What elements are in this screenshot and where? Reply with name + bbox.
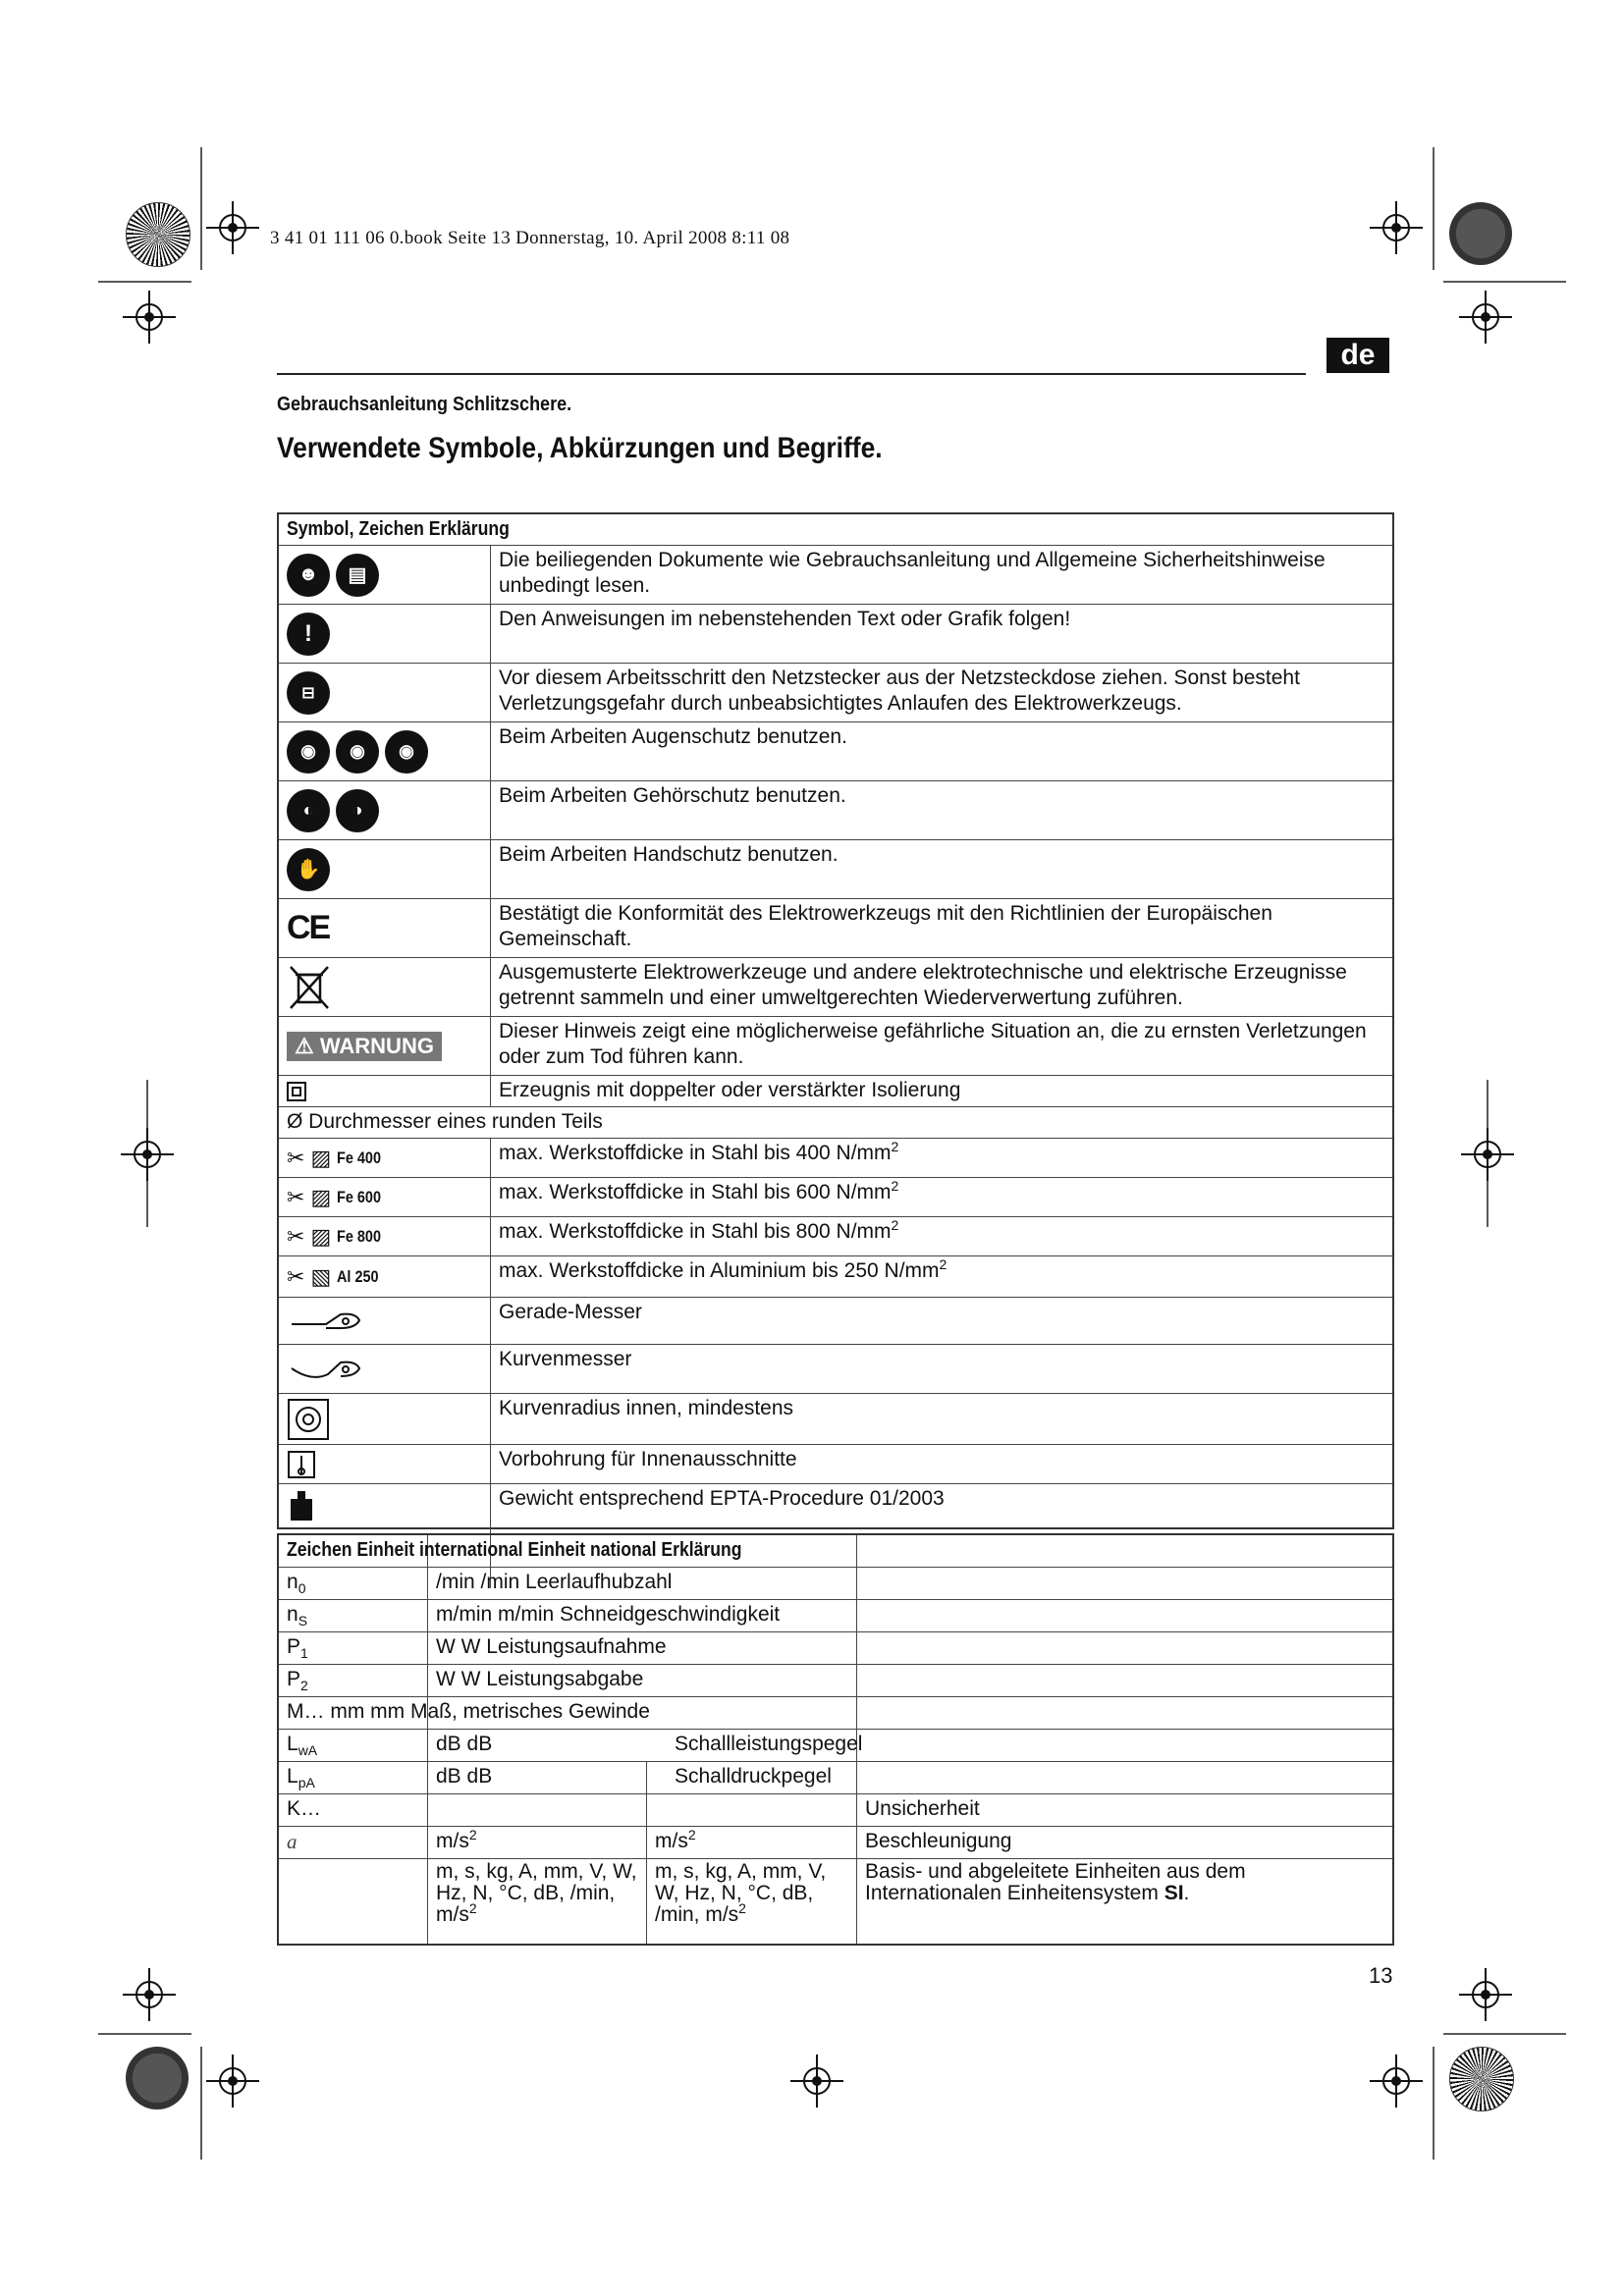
symbols-table — [277, 512, 1394, 1529]
table-row: Ausgemusterte Elektrowerkzeuge und andere elektrotechnische und elektrische Erzeugnisse getrennt sammeln und einer umweltgerechten Wiederverwertung zuführen. — [279, 958, 1392, 1017]
aluminium-thickness-icon: ✂ ▧ Al 250 — [287, 1263, 379, 1289]
warning-label: ⚠ WARNUNG — [287, 1017, 442, 1075]
weight-icon — [287, 1484, 316, 1527]
exclamation-icon: ! — [287, 605, 330, 663]
table-row: K… Unsicherheit — [279, 1794, 1392, 1827]
eye-protection-icon: ◉ ◉ ◉ — [287, 722, 428, 780]
table-row: m, s, kg, A, mm, V, W, Hz, N, °C, dB, /min, $m/s^2$ m, s, kg, A, mm, V, W, Hz, N, °C, dB, /min, $m/s^2$ Basis- und abgeleitete Einheiten aus dem Internationalen Einheitensystem SI. — [436, 1860, 1246, 1926]
material-row: ✂ ▨ Fe 800 max. Werkstoffdicke in Stahl bis 800 $N/mm^2$ — [279, 1217, 1392, 1256]
table-header: Zeichen Einheit international Einheit national Erklärung — [279, 1535, 1392, 1568]
table-row: Gerade-Messer — [279, 1298, 1392, 1345]
steel-thickness-icon: ✂ ▨ Fe 800 — [287, 1223, 382, 1249]
page-number: 13 — [1369, 1963, 1393, 1988]
material-row: ✂ ▨ Fe 400 max. Werkstoffdicke in Stahl bis 400 $N/mm^2$ — [279, 1139, 1392, 1178]
table-row: $P_2$ W W Leistungsabgabe — [279, 1665, 1392, 1697]
table-row: Kurvenradius innen, mindestens — [279, 1394, 1392, 1445]
table-row: ✋ Beim Arbeiten Handschutz benutzen. — [279, 840, 1392, 899]
table-row: Kurvenmesser — [279, 1345, 1392, 1394]
page-title: Verwendete Symbole, Abkürzungen und Begriffe. — [277, 432, 883, 464]
ear-protection-icon: ◐ ◑ — [287, 781, 379, 839]
table-row: ◐ ◑ Beim Arbeiten Gehörschutz benutzen. — [279, 781, 1392, 840]
print-job-line: 3 41 01 111 06 0.book Seite 13 Donnerstag, 10. April 2008 8:11 08 — [270, 228, 790, 248]
curved-blade-icon — [287, 1345, 365, 1393]
read-manual-icon: ☻ ▤ — [287, 546, 379, 604]
table-row: Gewicht entsprechend EPTA-Procedure 01/2003 — [279, 1484, 1392, 1527]
table-row: Ø Durchmesser eines runden Teils — [279, 1107, 1392, 1139]
steel-thickness-icon: ✂ ▨ Fe 600 — [287, 1184, 382, 1209]
table-row: ⊟ Vor diesem Arbeitsschritt den Netzstecker aus der Netzsteckdose ziehen. Sonst besteht Verletzungsgefahr durch unbeabsichtigtes Anlaufen des Elektrowerkzeugs. — [279, 664, 1392, 722]
ce-mark-icon: CE — [287, 909, 330, 946]
table-row: $n_0$ /min /min Leerlaufhubzahl — [279, 1568, 1392, 1600]
table-row: ☻ ▤ Die beiliegenden Dokumente wie Gebrauchsanleitung und Allgemeine Sicherheitshinweise unbedingt lesen. — [279, 546, 1392, 605]
units-table — [277, 1533, 1394, 1946]
header-rule — [277, 373, 1306, 375]
table-row: $P_1$ W W Leistungsaufnahme — [279, 1632, 1392, 1665]
manual-subtitle: Gebrauchsanleitung Schlitzschere. — [277, 394, 572, 415]
table-row: ◉ ◉ ◉ Beim Arbeiten Augenschutz benutzen. — [279, 722, 1392, 781]
steel-thickness-icon: ✂ ▨ Fe 400 — [287, 1145, 382, 1170]
material-row: ✂ ▨ Fe 600 max. Werkstoffdicke in Stahl bis 600 $N/mm^2$ — [279, 1178, 1392, 1217]
table-row: M… mm mm Maß, metrisches Gewinde — [279, 1697, 1392, 1730]
table-row: CE Bestätigt die Konformität des Elektrowerkzeugs mit den Richtlinien der Europäischen Gemeinschaft. — [279, 899, 1392, 958]
curve-radius-icon — [287, 1394, 330, 1444]
double-insulation-icon — [287, 1076, 306, 1106]
unplug-icon: ⊟ — [287, 664, 330, 721]
pre-drilling-icon — [287, 1445, 316, 1483]
hand-protection-icon: ✋ — [287, 840, 330, 898]
table-row: ! Den Anweisungen im nebenstehenden Text oder Grafik folgen! — [279, 605, 1392, 664]
table-row: Vorbohrung für Innenausschnitte — [279, 1445, 1392, 1484]
table-row: Erzeugnis mit doppelter oder verstärkter Isolierung — [279, 1076, 1392, 1107]
table-row: $n_S$ m/min m/min Schneidgeschwindigkeit — [279, 1600, 1392, 1632]
language-badge: de — [1326, 338, 1389, 373]
table-row: $L_{pA}$ dB dB Schalldruckpegel — [279, 1762, 1392, 1794]
weee-bin-icon — [287, 958, 332, 1016]
table-header: Symbol, Zeichen Erklärung — [279, 514, 1392, 546]
table-row: a $m/s^2$ $m/s^2$ Beschleunigung — [279, 1827, 1392, 1859]
table-row: ⚠ WARNUNG Dieser Hinweis zeigt eine möglicherweise gefährliche Situation an, die zu ernsten Verletzungen oder zum Tod führen kann. — [279, 1017, 1392, 1076]
material-row: ✂ ▧ Al 250 max. Werkstoffdicke in Aluminium bis 250 $N/mm^2$ — [279, 1256, 1392, 1298]
straight-blade-icon — [287, 1298, 365, 1344]
table-row: $L_{wA}$ dB dB Schallleistungspegel — [279, 1730, 1392, 1762]
